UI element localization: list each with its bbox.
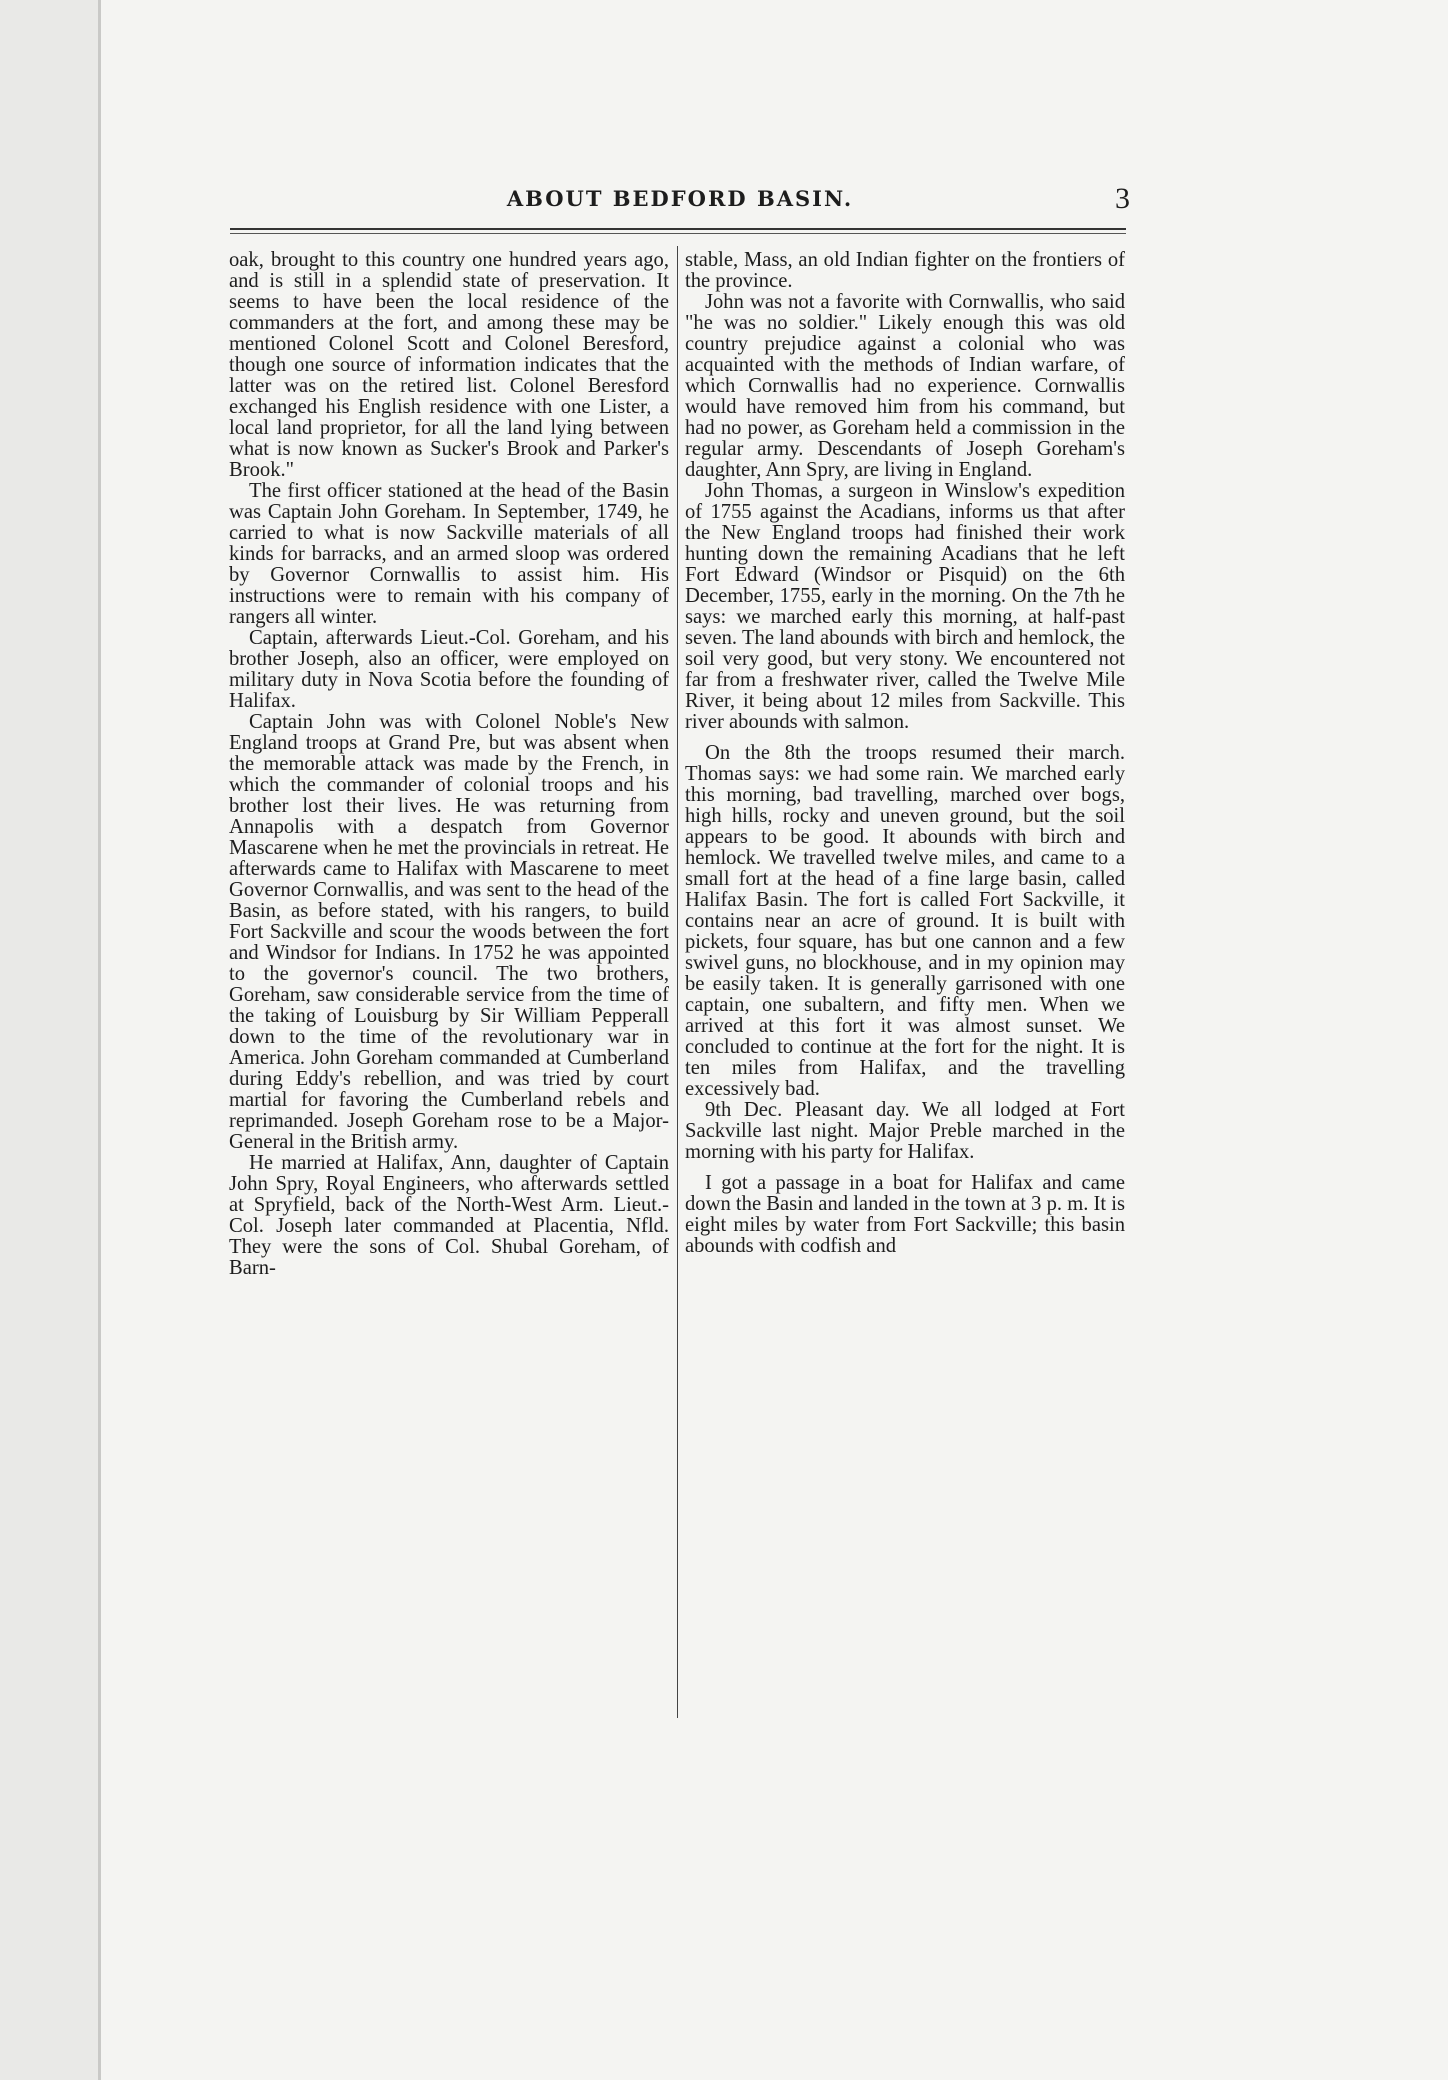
paragraph: The first officer stationed at the head of the Basin was Captain John Goreham. In September, 1749, he carried to what is now Sackville materials of all kinds for barracks, and an armed sloop was ordered by Governor Cornwallis to assist him. His instructions were to remain with his company of rangers all winter. (229, 480, 669, 628)
paragraph: Captain John was with Colonel Noble's New England troops at Grand Pre, but was absent when the memorable attack was made by the French, in which the commander of colonial troops and his brother lost their lives. He was returning from Annapolis with a despatch from Governor Mascarene when he met the provincials in retreat. He afterwards came to Halifax with Mascarene to meet Governor Cornwallis, and was sent to the head of the Basin, as before stated, with his rangers, to build Fort Sackville and scour the woods between the fort and Windsor for Indians. In 1752 he was appointed to the governor's council. The two brothers, Goreham, saw considerable service from the time of the taking of Louisburg by Sir William Pepperall down to the time of the revolutionary war in America. John Goreham commanded at Cumberland during Eddy's rebellion, and was tried by court martial for favoring the Cumberland rebels and reprimanded. Joseph Goreham rose to be a Major-General in the British army. (229, 711, 669, 1153)
header-rule-thin (230, 233, 1126, 234)
paragraph: stable, Mass, an old Indian fighter on the frontiers of the province. (685, 249, 1125, 292)
paragraph: On the 8th the troops resumed their march. Thomas says: we had some rain. We marched early this morning, bad travelling, marched over bogs, high hills, rocky and uneven ground, but the soil appears to be good. It abounds with birch and hemlock. We travelled twelve miles, and came to a small fort at the head of a fine large basin, called Halifax Basin. The fort is called Fort Sackville, it contains near an acre of ground. It is built with pickets, four square, has but one cannon and a few swivel guns, no blockhouse, and in my opinion may be easily taken. It is generally garrisoned with one captain, one subaltern, and fifty men. When we arrived at this fort it was almost sunset. We concluded to continue at the fort for the night. It is ten miles from Halifax, and the travelling excessively bad. (685, 742, 1125, 1100)
left-text-column (229, 250, 669, 1279)
paragraph: I got a passage in a boat for Halifax and came down the Basin and landed in the town at 3 p. m. It is eight miles by water from Fort Sackville; this basin abounds with codfish and (685, 1172, 1125, 1257)
page-header (230, 182, 1130, 226)
header-rule-thick (230, 228, 1126, 230)
running-title: ABOUT BEDFORD BASIN. (506, 186, 854, 211)
page-number: 3 (1115, 182, 1130, 215)
column-divider (677, 246, 678, 1718)
right-text-column (685, 250, 1125, 1257)
paragraph: John was not a favorite with Cornwallis, who said "he was no soldier." Likely enough this was old country prejudice against a colonial who was acquainted with the methods of Indian warfare, of which Cornwallis had no experience. Cornwallis would have removed him from his command, but had no power, as Goreham held a commission in the regular army. Descendants of Joseph Goreham's daughter, Ann Spry, are living in England. (685, 291, 1125, 481)
paragraph: Captain, afterwards Lieut.-Col. Goreham, and his brother Joseph, also an officer, were employed on military duty in Nova Scotia before the founding of Halifax. (229, 627, 669, 712)
left-page-margin (0, 0, 98, 2080)
paragraph: oak, brought to this country one hundred years ago, and is still in a splendid state of preservation. It seems to have been the local residence of the commanders at the fort, and among these may be mentioned Colonel Scott and Colonel Beresford, though one source of information indicates that the latter was on the retired list. Colonel Beresford exchanged his English residence with one Lister, a local land proprietor, for all the land lying between what is now known as Sucker's Brook and Parker's Brook." (229, 249, 669, 481)
paragraph: John Thomas, a surgeon in Winslow's expedition of 1755 against the Acadians, informs us that after the New England troops had finished their work hunting down the remaining Acadians that he left Fort Edward (Windsor or Pisquid) on the 6th December, 1755, early in the morning. On the 7th he says: we marched early this morning, at half-past seven. The land abounds with birch and hemlock, the soil very good, but very stony. We encountered not far from a freshwater river, called the Twelve Mile River, it being about 12 miles from Sackville. This river abounds with salmon. (685, 480, 1125, 733)
paragraph: 9th Dec. Pleasant day. We all lodged at Fort Sackville last night. Major Preble marched in the morning with his party for Halifax. (685, 1099, 1125, 1163)
paragraph: He married at Halifax, Ann, daughter of Captain John Spry, Royal Engineers, who afterwards settled at Spryfield, back of the North-West Arm. Lieut.-Col. Joseph later commanded at Placentia, Nfld. They were the sons of Col. Shubal Goreham, of Barn- (229, 1152, 669, 1279)
